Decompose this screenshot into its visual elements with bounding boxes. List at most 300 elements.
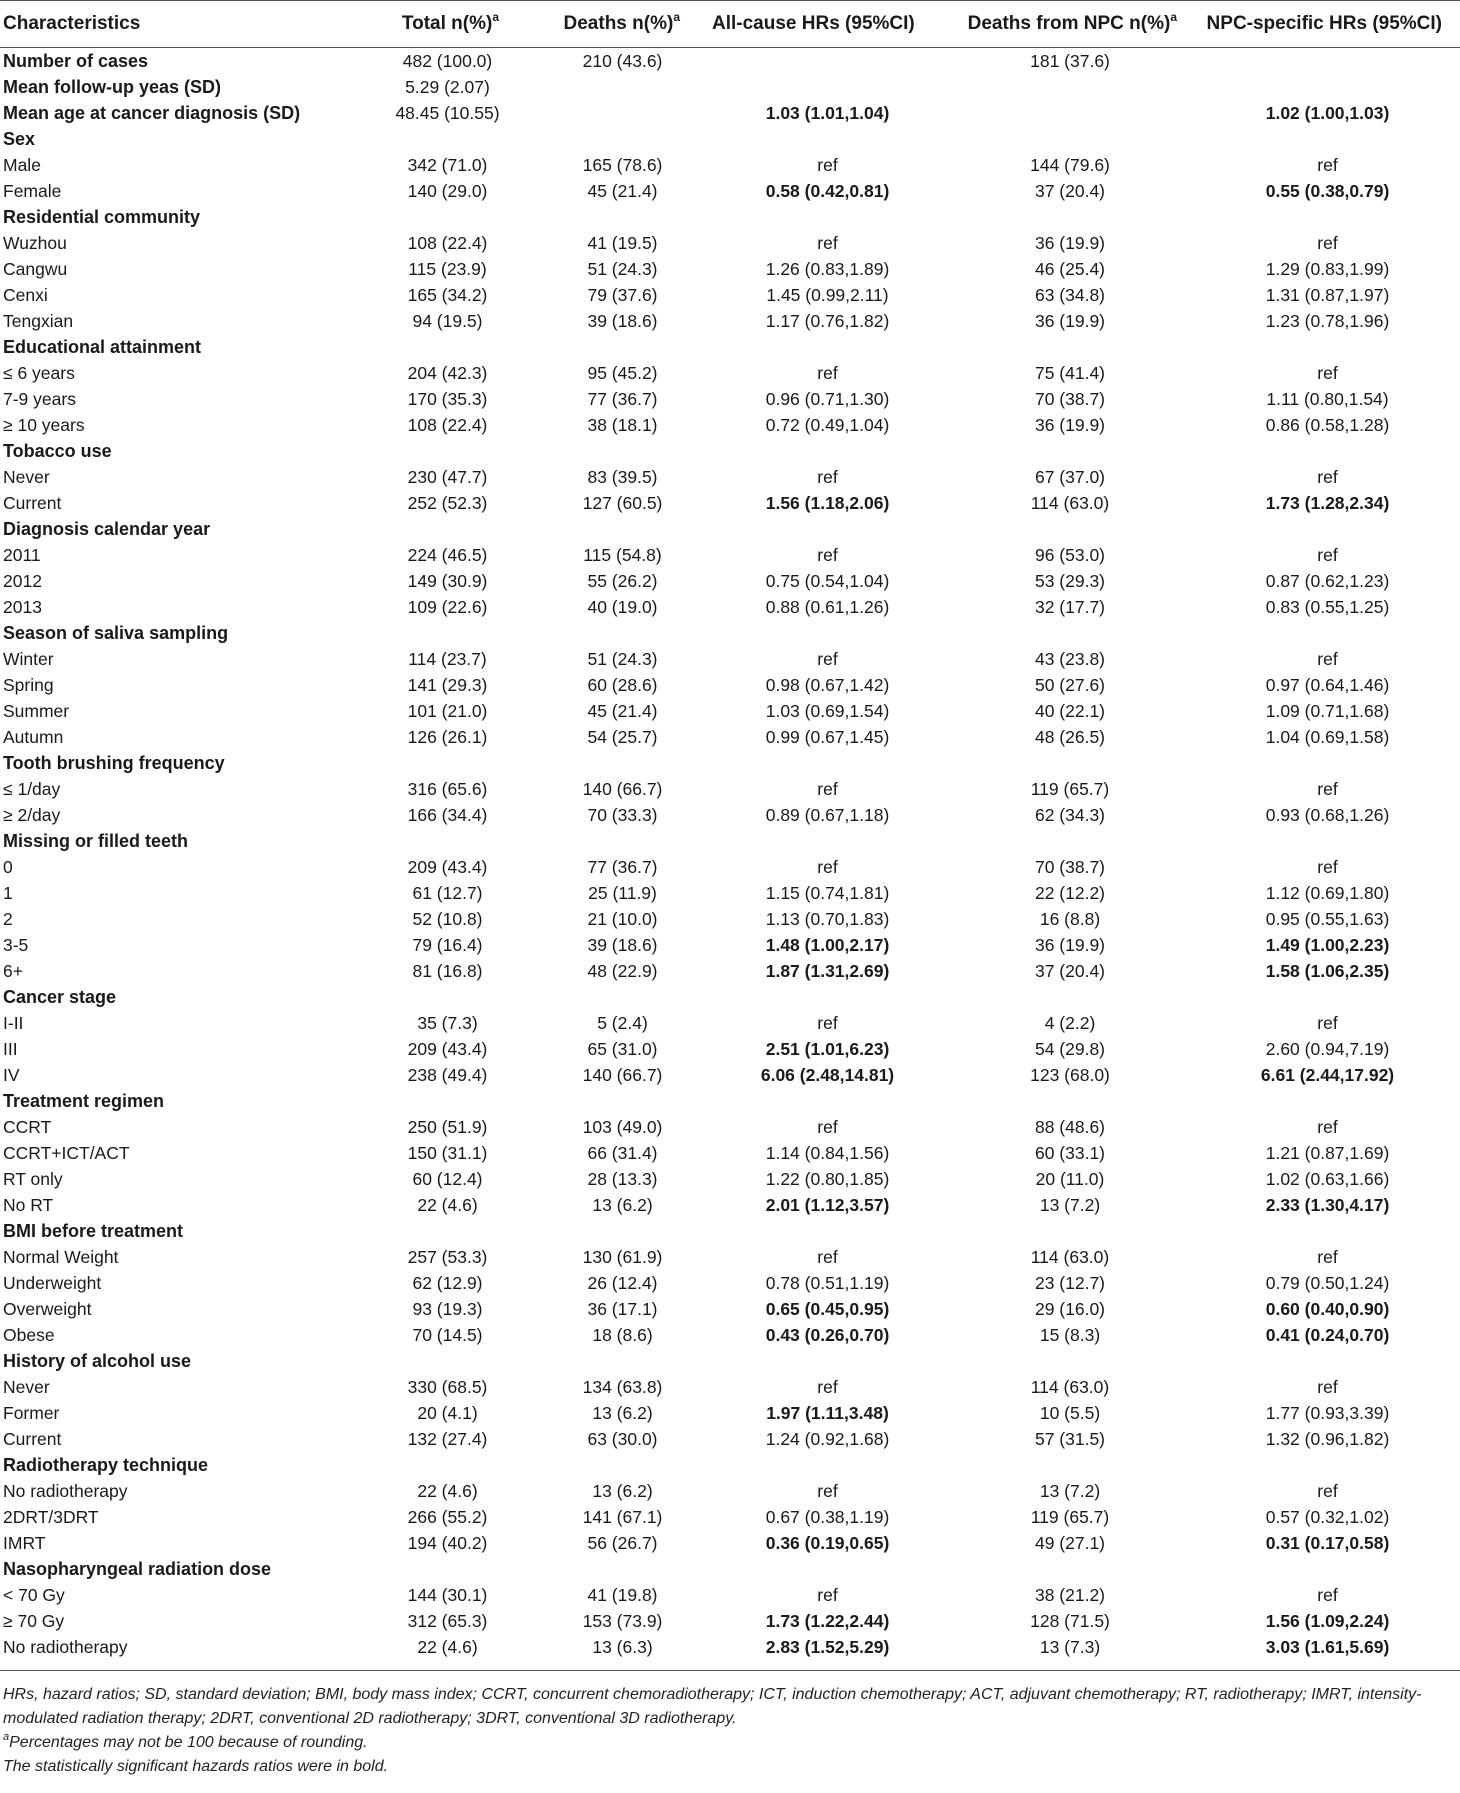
cell-characteristic: Never <box>3 466 50 487</box>
cell-allcause-hr <box>710 828 945 854</box>
cell-total: 22 (4.6) <box>417 1194 478 1215</box>
abbreviations-note: HRs, hazard ratios; SD, standard deviation; BMI, body mass index; CCRT, concurrent chemoradiotherapy; ICT, induction chemotherapy; ACT, adjuvant chemotherapy; RT, radiotherapy; IMRT, intensity-modulated radiation therapy; 2DRT, conventional 2D radiotherapy; 3DRT, conventional 3D radiotherapy. <box>3 1686 1422 1727</box>
cell-characteristic: Cenxi <box>3 284 48 305</box>
cell-characteristic: Former <box>3 1402 60 1423</box>
cell-deaths: 13 (6.2) <box>592 1480 653 1501</box>
cell-npc-deaths: 114 (63.0) <box>1030 492 1110 513</box>
cell-total: 81 (16.8) <box>412 960 483 981</box>
cell-characteristic: 1 <box>3 882 13 903</box>
table-row <box>0 100 1460 126</box>
cell-npc-hr: 1.09 (0.71,1.68) <box>1265 700 1390 721</box>
cell-allcause-hr: ref <box>817 1376 838 1397</box>
cell-deaths: 45 (21.4) <box>587 180 658 201</box>
cell-total: 209 (43.4) <box>407 856 488 877</box>
cell-allcause-hr <box>710 48 945 75</box>
cell-total <box>360 126 535 152</box>
cell-npc-deaths <box>945 204 1195 230</box>
table-row <box>0 1114 1460 1140</box>
cell-total: 94 (19.5) <box>412 310 483 331</box>
cell-npc-deaths <box>945 126 1195 152</box>
cell-characteristic: 2011 <box>3 544 41 565</box>
section-heading: BMI before treatment <box>3 1220 184 1241</box>
cell-npc-hr: ref <box>1317 362 1338 383</box>
table-row <box>0 906 1460 932</box>
header-npc-deaths: Deaths from NPC n(%)$^a$ <box>945 1 1195 48</box>
cell-npc-hr <box>1195 48 1460 75</box>
cell-npc-deaths: 40 (22.1) <box>1034 700 1106 721</box>
table-row <box>0 568 1460 594</box>
cell-deaths: 51 (24.3) <box>587 258 658 279</box>
cell-npc-hr: ref <box>1317 778 1338 799</box>
cell-deaths: 130 (61.9) <box>582 1246 663 1267</box>
cell-npc-hr: ref <box>1317 1584 1338 1605</box>
cell-allcause-hr: 1.56 (1.18,2.06) <box>765 492 890 513</box>
cell-deaths: 95 (45.2) <box>587 362 658 383</box>
cell-npc-deaths: 13 (7.2) <box>1039 1194 1101 1215</box>
table-header <box>0 1 1460 48</box>
cell-allcause-hr: 1.24 (0.92,1.68) <box>765 1428 890 1449</box>
table-row <box>0 1010 1460 1036</box>
cell-deaths: 51 (24.3) <box>587 648 658 669</box>
cell-npc-hr: 1.04 (0.69,1.58) <box>1265 726 1390 747</box>
cell-deaths: 28 (13.3) <box>587 1168 658 1189</box>
cell-npc-deaths: 49 (27.1) <box>1034 1532 1106 1553</box>
cell-deaths <box>535 1452 710 1478</box>
table-row <box>0 932 1460 958</box>
cell-deaths: 39 (18.6) <box>587 934 658 955</box>
cell-npc-hr <box>1195 1556 1460 1582</box>
cell-npc-deaths: 32 (17.7) <box>1034 596 1106 617</box>
cell-deaths: 25 (11.9) <box>588 882 657 903</box>
cell-deaths: 79 (37.6) <box>587 284 658 305</box>
cell-npc-hr: 1.73 (1.28,2.34) <box>1265 492 1390 513</box>
cell-characteristic: Number of cases <box>3 50 149 71</box>
cell-npc-hr <box>1195 1088 1460 1114</box>
cell-npc-deaths: 128 (71.5) <box>1030 1610 1110 1631</box>
section-row <box>0 750 1460 776</box>
cell-npc-deaths: 29 (16.0) <box>1034 1298 1106 1319</box>
cell-npc-hr: ref <box>1317 856 1338 877</box>
cell-allcause-hr: 1.45 (0.99,2.11) <box>766 284 889 305</box>
section-row <box>0 334 1460 360</box>
section-heading: Radiotherapy technique <box>3 1454 209 1475</box>
cell-total <box>360 438 535 464</box>
cell-allcause-hr: ref <box>817 1584 838 1605</box>
table-row <box>0 1322 1460 1348</box>
cell-total: 342 (71.0) <box>407 154 488 175</box>
table-row <box>0 1608 1460 1634</box>
cell-npc-hr: 1.02 (0.63,1.66) <box>1265 1168 1390 1189</box>
table-row <box>0 724 1460 750</box>
cell-npc-hr <box>1195 1218 1460 1244</box>
cell-allcause-hr: 0.58 (0.42,0.81) <box>765 180 890 201</box>
cell-npc-deaths <box>945 620 1195 646</box>
cell-npc-deaths: 60 (33.1) <box>1034 1142 1106 1163</box>
cell-deaths <box>535 438 710 464</box>
cell-npc-deaths: 36 (19.9) <box>1034 934 1106 955</box>
cell-total: 316 (65.6) <box>407 778 488 799</box>
cell-deaths: 41 (19.8) <box>587 1584 658 1605</box>
table-row <box>0 1062 1460 1088</box>
section-row <box>0 1218 1460 1244</box>
cell-deaths: 18 (8.6) <box>592 1324 653 1345</box>
cell-deaths: 41 (19.5) <box>587 232 658 253</box>
table-row <box>0 1296 1460 1322</box>
cell-characteristic: ≤ 1/day <box>3 778 61 799</box>
cell-allcause-hr: 1.03 (0.69,1.54) <box>765 700 890 721</box>
cell-allcause-hr: 1.15 (0.74,1.81) <box>765 882 890 903</box>
cell-allcause-hr <box>710 1088 945 1114</box>
cell-allcause-hr: ref <box>817 232 838 253</box>
cell-npc-deaths: 13 (7.3) <box>1039 1636 1101 1657</box>
table-row <box>0 880 1460 906</box>
cell-deaths: 140 (66.7) <box>582 778 663 799</box>
cell-total: 79 (16.4) <box>412 934 483 955</box>
cell-characteristic: Never <box>3 1376 50 1397</box>
cell-characteristic: No radiotherapy <box>3 1636 128 1657</box>
cell-npc-deaths: 43 (23.8) <box>1034 648 1106 669</box>
cell-total: 140 (29.0) <box>407 180 488 201</box>
cell-deaths: 36 (17.1) <box>587 1298 658 1319</box>
cell-characteristic: CCRT <box>3 1116 52 1137</box>
cell-npc-hr: 1.49 (1.00,2.23) <box>1265 934 1390 955</box>
table-row <box>0 464 1460 490</box>
section-heading: Cancer stage <box>3 986 117 1007</box>
section-heading: Tobacco use <box>3 440 112 461</box>
section-row <box>0 1088 1460 1114</box>
cell-allcause-hr <box>710 516 945 542</box>
cell-allcause-hr <box>710 334 945 360</box>
cell-deaths: 56 (26.7) <box>587 1532 658 1553</box>
table-row <box>0 1270 1460 1296</box>
cell-total: 230 (47.7) <box>407 466 488 487</box>
cell-deaths <box>535 204 710 230</box>
cell-npc-deaths <box>945 1218 1195 1244</box>
cell-characteristic: IV <box>3 1064 20 1085</box>
cell-npc-hr: ref <box>1317 1480 1338 1501</box>
cell-total: 22 (4.6) <box>417 1636 478 1657</box>
cell-npc-deaths: 96 (53.0) <box>1034 544 1106 565</box>
cell-deaths <box>535 1348 710 1374</box>
cell-deaths: 140 (66.7) <box>582 1064 663 1085</box>
header-total: Total n(%)$^a$ <box>360 1 535 48</box>
cell-npc-deaths: 114 (63.0) <box>1030 1246 1110 1267</box>
table-row <box>0 594 1460 620</box>
table-row <box>0 542 1460 568</box>
cell-allcause-hr <box>710 620 945 646</box>
cell-npc-deaths <box>945 1452 1195 1478</box>
cell-total <box>360 620 535 646</box>
cell-total <box>360 750 535 776</box>
cell-characteristic: 2DRT/3DRT <box>3 1506 99 1527</box>
cell-deaths: 77 (36.7) <box>587 388 658 409</box>
cell-npc-deaths: 37 (20.4) <box>1034 960 1106 981</box>
cell-npc-deaths <box>945 516 1195 542</box>
cell-npc-hr: ref <box>1317 1246 1338 1267</box>
cell-deaths: 60 (28.6) <box>587 674 658 695</box>
cell-npc-deaths: 4 (2.2) <box>1044 1012 1096 1033</box>
cell-deaths <box>535 828 710 854</box>
table-row <box>0 1530 1460 1556</box>
cell-npc-deaths <box>945 1556 1195 1582</box>
table-row <box>0 1374 1460 1400</box>
cell-allcause-hr <box>710 1556 945 1582</box>
cell-total: 114 (23.7) <box>408 648 487 669</box>
section-row <box>0 126 1460 152</box>
cell-characteristic: ≥ 70 Gy <box>3 1610 65 1631</box>
cell-total: 60 (12.4) <box>412 1168 483 1189</box>
cell-npc-hr: 1.29 (0.83,1.99) <box>1265 258 1390 279</box>
cell-characteristic: Obese <box>3 1324 55 1345</box>
section-row <box>0 438 1460 464</box>
section-row <box>0 1452 1460 1478</box>
cell-npc-hr: 6.61 (2.44,17.92) <box>1260 1064 1395 1085</box>
cell-npc-deaths <box>945 984 1195 1010</box>
cell-npc-hr: ref <box>1317 1012 1338 1033</box>
cell-allcause-hr <box>710 126 945 152</box>
cell-total <box>360 1088 535 1114</box>
cell-allcause-hr <box>710 204 945 230</box>
cell-characteristic: 6+ <box>3 960 23 981</box>
cell-allcause-hr: ref <box>817 466 838 487</box>
section-row <box>0 828 1460 854</box>
cell-total: 101 (21.0) <box>407 700 488 721</box>
cell-allcause-hr <box>710 1348 945 1374</box>
cell-deaths: 54 (25.7) <box>587 726 658 747</box>
cell-allcause-hr: 1.87 (1.31,2.69) <box>765 960 890 981</box>
cell-npc-hr <box>1195 126 1460 152</box>
cell-allcause-hr: 0.67 (0.38,1.19) <box>765 1506 890 1527</box>
table-row <box>0 776 1460 802</box>
section-heading: Educational attainment <box>3 336 202 357</box>
cell-npc-deaths <box>945 438 1195 464</box>
cell-npc-deaths: 16 (8.8) <box>1039 908 1101 929</box>
table-notes <box>0 1670 1460 1779</box>
cell-npc-hr: 0.97 (0.64,1.46) <box>1265 674 1390 695</box>
cell-total: 62 (12.9) <box>412 1272 483 1293</box>
cell-allcause-hr: ref <box>817 544 838 565</box>
cell-total <box>360 1218 535 1244</box>
cell-deaths <box>535 126 710 152</box>
cell-characteristic: Autumn <box>3 726 64 747</box>
cell-total: 144 (30.1) <box>407 1584 488 1605</box>
cell-npc-hr: 2.60 (0.94,7.19) <box>1265 1038 1390 1059</box>
cell-deaths: 5 (2.4) <box>597 1012 648 1033</box>
cell-characteristic: RT only <box>3 1168 63 1189</box>
cell-npc-deaths: 181 (37.6) <box>1030 50 1110 71</box>
cell-allcause-hr: 2.51 (1.01,6.23) <box>765 1038 890 1059</box>
cell-total <box>360 984 535 1010</box>
footnote-marker: a <box>3 1731 10 1743</box>
cell-allcause-hr: ref <box>817 1012 838 1033</box>
cell-npc-hr <box>1195 750 1460 776</box>
cell-deaths: 39 (18.6) <box>587 310 658 331</box>
header-deaths: Deaths n(%)$^a$ <box>535 1 710 48</box>
cell-allcause-hr <box>710 74 945 100</box>
cell-npc-hr: 3.03 (1.61,5.69) <box>1265 1636 1390 1657</box>
cell-total: 266 (55.2) <box>407 1506 488 1527</box>
cell-npc-deaths: 38 (21.2) <box>1034 1584 1106 1605</box>
cell-npc-deaths: 54 (29.8) <box>1034 1038 1106 1059</box>
cell-npc-hr: 1.11 (0.80,1.54) <box>1266 388 1389 409</box>
cell-deaths: 141 (67.1) <box>582 1506 663 1527</box>
cell-total: 170 (35.3) <box>407 388 488 409</box>
table-row <box>0 360 1460 386</box>
rounding-footnote: $^a$Percentages may not be 100 because of rounding. <box>3 1731 368 1751</box>
cell-allcause-hr: 0.88 (0.61,1.26) <box>765 596 890 617</box>
cell-npc-hr: 1.32 (0.96,1.82) <box>1265 1428 1390 1449</box>
cell-allcause-hr: 0.98 (0.67,1.42) <box>765 674 890 695</box>
cell-deaths: 66 (31.4) <box>587 1142 658 1163</box>
cell-total: 5.29 (2.07) <box>405 76 490 97</box>
cell-deaths: 26 (12.4) <box>587 1272 658 1293</box>
cell-characteristic: Normal Weight <box>3 1246 119 1267</box>
cell-deaths <box>535 100 710 126</box>
section-heading: Treatment regimen <box>3 1090 165 1111</box>
cell-npc-hr: 1.56 (1.09,2.24) <box>1265 1610 1390 1631</box>
cell-allcause-hr: ref <box>817 856 838 877</box>
cell-allcause-hr <box>710 750 945 776</box>
cell-npc-deaths: 50 (27.6) <box>1034 674 1106 695</box>
cell-npc-deaths: 36 (19.9) <box>1034 232 1106 253</box>
table-row <box>0 958 1460 984</box>
cell-npc-deaths <box>945 1088 1195 1114</box>
table-row <box>0 1426 1460 1452</box>
cell-npc-hr <box>1195 516 1460 542</box>
cell-total: 132 (27.4) <box>407 1428 488 1449</box>
cell-allcause-hr: 1.26 (0.83,1.89) <box>765 258 890 279</box>
cell-npc-hr: 1.21 (0.87,1.69) <box>1265 1142 1390 1163</box>
cell-deaths <box>535 1556 710 1582</box>
cell-allcause-hr: ref <box>817 648 838 669</box>
table-row <box>0 386 1460 412</box>
cell-npc-deaths <box>945 100 1195 126</box>
section-row <box>0 1556 1460 1582</box>
table-row <box>0 1478 1460 1504</box>
cell-total: 209 (43.4) <box>407 1038 488 1059</box>
cell-total: 52 (10.8) <box>412 908 483 929</box>
cell-allcause-hr: 6.06 (2.48,14.81) <box>760 1064 895 1085</box>
cell-npc-deaths: 62 (34.3) <box>1034 804 1106 825</box>
cell-npc-deaths <box>945 334 1195 360</box>
section-heading: History of alcohol use <box>3 1350 192 1371</box>
cell-allcause-hr <box>710 1218 945 1244</box>
cell-total: 35 (7.3) <box>417 1012 478 1033</box>
section-heading: Diagnosis calendar year <box>3 518 211 539</box>
cell-total: 141 (29.3) <box>407 674 488 695</box>
cell-deaths: 40 (19.0) <box>587 596 658 617</box>
cell-npc-hr: 1.77 (0.93,3.39) <box>1265 1402 1390 1423</box>
cell-deaths <box>535 750 710 776</box>
cell-npc-hr: ref <box>1317 466 1338 487</box>
cell-npc-deaths: 70 (38.7) <box>1034 856 1106 877</box>
cell-characteristic: Female <box>3 180 62 201</box>
cell-npc-deaths: 67 (37.0) <box>1034 466 1106 487</box>
cell-npc-deaths: 20 (11.0) <box>1035 1168 1105 1189</box>
cell-npc-deaths: 36 (19.9) <box>1034 414 1106 435</box>
cell-deaths: 13 (6.2) <box>592 1194 653 1215</box>
cell-npc-hr: 2.33 (1.30,4.17) <box>1265 1194 1390 1215</box>
cell-deaths: 55 (26.2) <box>587 570 658 591</box>
cell-characteristic: Summer <box>3 700 70 721</box>
cell-deaths: 70 (33.3) <box>587 804 658 825</box>
cell-npc-deaths: 63 (34.8) <box>1034 284 1106 305</box>
cell-npc-hr: 0.79 (0.50,1.24) <box>1265 1272 1390 1293</box>
cell-npc-deaths: 70 (38.7) <box>1034 388 1106 409</box>
cell-total <box>360 828 535 854</box>
cell-total: 312 (65.3) <box>407 1610 488 1631</box>
cell-npc-hr <box>1195 204 1460 230</box>
cell-allcause-hr <box>710 984 945 1010</box>
cell-npc-deaths: 48 (26.5) <box>1034 726 1106 747</box>
cell-characteristic: Male <box>3 154 41 175</box>
cell-characteristic: III <box>3 1038 18 1059</box>
cell-allcause-hr: 1.48 (1.00,2.17) <box>765 934 890 955</box>
cell-npc-deaths: 144 (79.6) <box>1030 154 1110 175</box>
cell-deaths: 13 (6.3) <box>592 1636 653 1657</box>
cell-characteristic: Wuzhou <box>3 232 67 253</box>
cell-allcause-hr: ref <box>817 362 838 383</box>
cell-total <box>360 334 535 360</box>
cell-allcause-hr: 0.72 (0.49,1.04) <box>765 414 890 435</box>
table-row <box>0 1244 1460 1270</box>
cell-total <box>360 1348 535 1374</box>
cell-allcause-hr: 1.97 (1.11,3.48) <box>766 1402 889 1423</box>
cell-npc-deaths <box>945 750 1195 776</box>
cell-total: 93 (19.3) <box>412 1298 483 1319</box>
cell-npc-hr: 0.60 (0.40,0.90) <box>1265 1298 1390 1319</box>
cell-total: 238 (49.4) <box>407 1064 488 1085</box>
cell-characteristic: Underweight <box>3 1272 102 1293</box>
header-characteristics: Characteristics <box>0 1 360 48</box>
table-row <box>0 308 1460 334</box>
cell-total: 20 (4.1) <box>417 1402 478 1423</box>
header-row <box>0 1 1460 48</box>
cell-deaths <box>535 1218 710 1244</box>
cell-total: 482 (100.0) <box>402 50 493 71</box>
cell-deaths <box>535 516 710 542</box>
cell-total: 250 (51.9) <box>407 1116 488 1137</box>
cell-characteristic: Cangwu <box>3 258 68 279</box>
cell-npc-hr <box>1195 74 1460 100</box>
cell-total: 115 (23.9) <box>408 258 487 279</box>
cell-characteristic: Winter <box>3 648 54 669</box>
table-row <box>0 802 1460 828</box>
cell-npc-deaths: 15 (8.3) <box>1039 1324 1101 1345</box>
cell-allcause-hr: ref <box>817 1480 838 1501</box>
cell-deaths <box>535 74 710 100</box>
cell-deaths: 63 (30.0) <box>587 1428 658 1449</box>
cell-allcause-hr: 2.01 (1.12,3.57) <box>765 1194 890 1215</box>
bold-note: The statistically significant hazards ratios were in bold. <box>3 1758 389 1775</box>
cell-total: 70 (14.5) <box>412 1324 483 1345</box>
table-row <box>0 48 1460 75</box>
cell-deaths: 21 (10.0) <box>587 908 658 929</box>
cell-npc-hr: 0.87 (0.62,1.23) <box>1265 570 1390 591</box>
cell-total: 150 (31.1) <box>407 1142 488 1163</box>
cell-npc-deaths: 57 (31.5) <box>1034 1428 1106 1449</box>
cell-total: 22 (4.6) <box>417 1480 478 1501</box>
table-row <box>0 1634 1460 1660</box>
cell-deaths: 127 (60.5) <box>582 492 663 513</box>
cell-npc-deaths: 13 (7.2) <box>1039 1480 1101 1501</box>
cell-npc-hr: 0.31 (0.17,0.58) <box>1265 1532 1390 1553</box>
cell-deaths: 65 (31.0) <box>587 1038 658 1059</box>
cell-characteristic: ≥ 10 years <box>3 414 85 435</box>
cell-npc-deaths: 53 (29.3) <box>1034 570 1106 591</box>
cell-total: 194 (40.2) <box>407 1532 488 1553</box>
cell-characteristic: 2013 <box>3 596 42 617</box>
